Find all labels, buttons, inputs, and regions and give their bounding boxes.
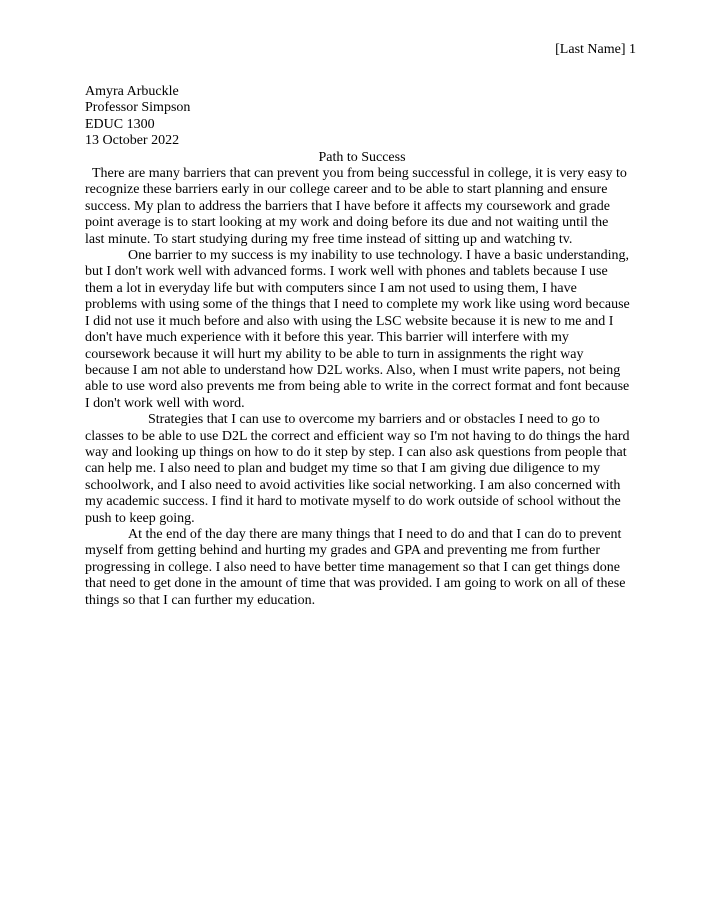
paragraph-line: There are many barriers that can prevent you from being successful in college, it is very easy to [92,166,627,182]
paragraph-line: because I am not able to understand how D2L works. Also, when I must write papers, not being [85,362,621,378]
paragraph-line: last minute. To start studying during my free time instead of sitting up and watching tv. [85,231,573,247]
document-date: 13 October 2022 [85,133,180,149]
document-title: Path to Success [318,149,406,165]
paragraph-line: success. My plan to address the barriers that I have before it affects my coursework and grade [85,198,610,214]
paragraph-line: I did not use it much before and also with using the LSC website because it is new to me and I [85,313,614,329]
paragraph-line: progressing in college. I also need to have better time management so that I can get things done [85,559,620,575]
running-head: [Last Name] 1 [555,42,636,57]
paragraph-line: able to use word also prevents me from being able to write in the correct format and font because [85,379,630,395]
paragraph-line: things so that I can further my education. [85,592,316,608]
paragraph-3 [85,412,639,527]
course-name: EDUC 1300 [85,116,155,132]
paragraph-line: Strategies that I can use to overcome my barriers and or obstacles I need to go to [148,412,600,428]
paragraph-line: don't have much experience with it before this year. This barrier will interfere with my [85,330,569,346]
paragraph-line: can help me. I also need to plan and budget my time so that I am giving due diligence to my [85,461,601,477]
paragraph-line: One barrier to my success is my inability to use technology. I have a basic understanding, [128,248,630,264]
author-name: Amyra Arbuckle [85,84,179,99]
paragraph-line: but I don't work well with advanced forms. I work well with phones and tablets because I use [85,264,608,280]
paragraph-line: classes to be able to use D2L the correct and efficient way so I'm not having to do things the hard [85,428,630,444]
paragraph-line: coursework because it will hurt my ability to be able to turn in assignments the right way [85,346,584,362]
paragraph-line: point average is to start looking at my work and doing before its due and not waiting until the [85,215,609,231]
paragraph-line: recognize these barriers early in our college career and to be able to start planning and ensure [85,182,608,198]
paragraph-4 [85,527,639,609]
paragraph-line: them a lot in everyday life but with computers since I am not used to using them, I have [85,280,577,296]
paragraph-1 [85,166,639,248]
paragraph-line: At the end of the day there are many things that I need to do and that I can do to prevent [128,526,622,542]
paragraph-line: push to keep going. [85,510,195,526]
paragraph-line: that need to get done in the amount of time that was provided. I am going to work on all of these [85,576,626,592]
paragraph-line: my academic success. I find it hard to motivate myself to do work outside of school without the [85,494,621,510]
paragraph-line: way and looking up things on how to do it step by step. I can also ask questions from people that [85,444,627,460]
paragraph-line: I don't work well with word. [85,395,245,411]
paragraph-line: myself from getting behind and hurting my grades and GPA and preventing me from further [85,543,601,559]
professor-name: Professor Simpson [85,100,191,116]
paragraph-line: schoolwork, and I also need to avoid activities like social networking. I am also concerned with [85,477,621,493]
paragraph-line: problems with using some of the things that I need to complete my work like using word because [85,297,630,313]
document-body [85,84,639,609]
paragraph-2 [85,248,639,412]
